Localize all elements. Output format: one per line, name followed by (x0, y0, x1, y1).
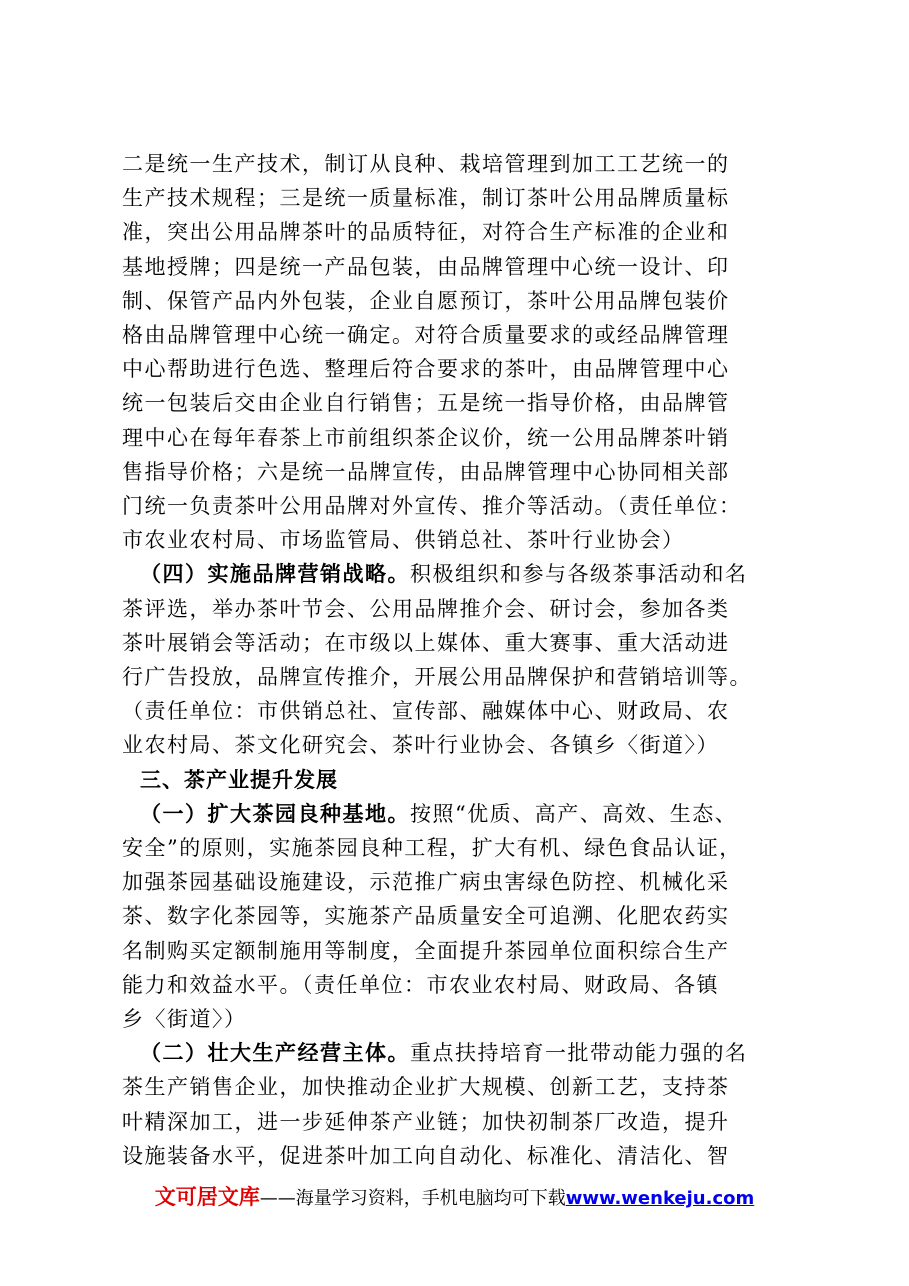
section-four-first-text: 积极组织和参与各级茶事活动和名 (410, 562, 748, 586)
paragraph-line: 安全”的原则，实施茶园良种工程，扩大有机、绿色食品认证， (122, 836, 742, 860)
paragraph-line: 中心帮助进行色选、整理后符合要求的茶叶，由品牌管理中心 (122, 357, 730, 381)
paragraph-line: 设施装备水平，促进茶叶加工向自动化、标准化、清洁化、智 (122, 1144, 730, 1168)
footer-brand: 文可居文库 (154, 1185, 260, 1209)
paragraph-line: 乡〈街道〉） (122, 1007, 247, 1031)
paragraph-line: 二是统一生产技术，制订从良种、栽培管理到加工工艺统一的 (122, 152, 730, 176)
footer-url-link[interactable]: www.wenkeju.com (565, 1188, 755, 1209)
sub-one-first-text: 按照“优质、高产、高效、生态、 (410, 802, 738, 826)
paragraph-line: 生产技术规程；三是统一质量标准，制订茶叶公用品牌质量标 (122, 186, 730, 210)
paragraph-line: 统一包装后交由企业自行销售；五是统一指导价格，由品牌管 (122, 391, 730, 415)
paragraph-line: 门统一负责茶叶公用品牌对外宣传、推介等活动。（责任单位： (122, 494, 742, 518)
paragraph-line: （责任单位：市供销总社、宣传部、融媒体中心、财政局、农 (122, 699, 730, 723)
paragraph-line: 制、保管产品内外包装，企业自愿预订，茶叶公用品牌包装价 (122, 289, 730, 313)
paragraph-line: 售指导价格；六是统一品牌宣传，由品牌管理中心协同相关部 (122, 460, 730, 484)
paragraph-line: 行广告投放，品牌宣传推介，开展公用品牌保护和营销培训等。 (122, 665, 752, 689)
paragraph-line: 加强茶园基础设施建设，示范推广病虫害绿色防控、机械化采 (122, 870, 730, 894)
sub-two-first-line (140, 1035, 820, 1071)
paragraph-line: 基地授牌；四是统一产品包装，由品牌管理中心统一设计、印 (122, 255, 730, 279)
footer-banner (0, 1182, 909, 1212)
paragraph-line: 茶叶展销会等活动；在市级以上媒体、重大赛事、重大活动进 (122, 631, 730, 655)
paragraph-line: 名制购买定额制施用等制度，全面提升茶园单位面积综合生产 (122, 939, 730, 963)
paragraph-line: 茶生产销售企业，加快推动企业扩大规模、创新工艺，支持茶 (122, 1075, 730, 1099)
sub-one-first-line (140, 796, 820, 832)
paragraph-line: 格由品牌管理中心统一确定。对符合质量要求的或经品牌管理 (122, 323, 730, 347)
section-three-title: 三、茶产业提升发展 (140, 768, 338, 792)
paragraph-line: 理中心在每年春茶上市前组织茶企议价，统一公用品牌茶叶销 (122, 426, 730, 450)
section-four-heading: （四）实施品牌营销战略。 (140, 561, 410, 586)
paragraph-line: 茶、数字化茶园等，实施茶产品质量安全可追溯、化肥农药实 (122, 904, 730, 928)
sub-one-heading: （一）扩大茶园良种基地。 (140, 801, 410, 826)
paragraph-line: 茶评选，举办茶叶节会、公用品牌推介会、研讨会，参加各类 (122, 597, 730, 621)
paragraph-line: 能力和效益水平。（责任单位：市农业农村局、财政局、各镇 (122, 973, 719, 997)
paragraph-line: 准，突出公用品牌茶叶的品质特征，对符合生产标准的企业和 (122, 220, 730, 244)
paragraph-line: 业农村局、茶文化研究会、茶叶行业协会、各镇乡〈街道〉） (122, 733, 719, 757)
paragraph-line: 叶精深加工，进一步延伸茶产业链；加快初制茶厂改造，提升 (122, 1110, 730, 1134)
paragraph-line: 市农业农村局、市场监管局、供销总社、茶叶行业协会） (122, 528, 685, 552)
sub-two-first-text: 重点扶持培育一批带动能力强的名 (410, 1041, 748, 1065)
footer-slogan: ——海量学习资料，手机电脑均可下载 (259, 1188, 566, 1209)
sub-two-heading: （二）壮大生产经营主体。 (140, 1040, 410, 1065)
section-four-first-line (140, 556, 820, 592)
